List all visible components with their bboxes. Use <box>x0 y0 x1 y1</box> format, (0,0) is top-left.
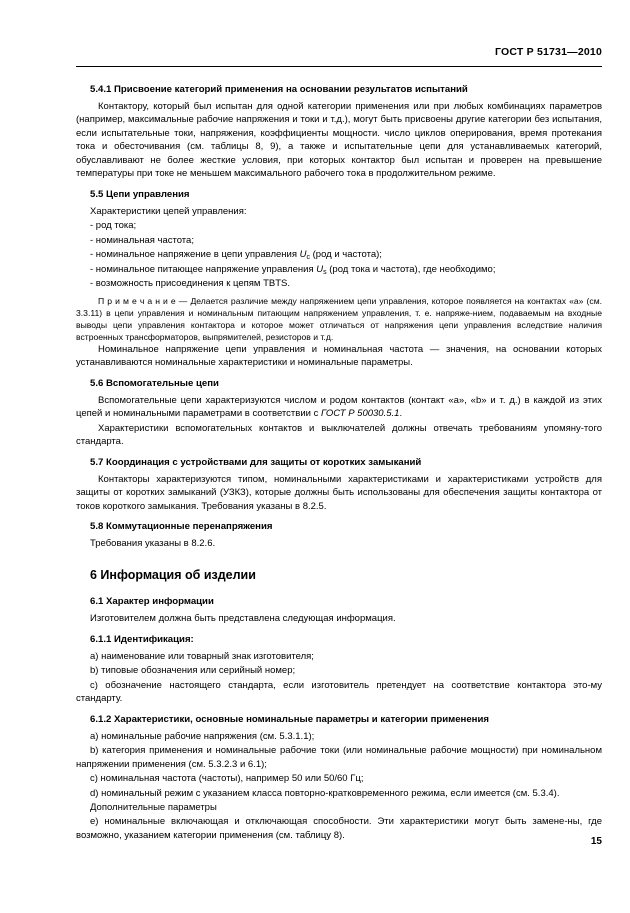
list-item: b) категория применения и номинальные рабочие токи (или номинальные рабочие мощности) при номинальном напряжении применения (см. 5.3.2.3 и 6.1); <box>76 745 602 770</box>
section-5-7 <box>76 457 602 513</box>
section-heading: 5.7 Координация с устройствами для защиты от коротких замыканий <box>90 456 422 468</box>
list-item: - номинальная частота; <box>90 234 194 246</box>
list-item: - возможность присоединения к цепям TBTS. <box>90 278 291 290</box>
paragraph: Дополнительные параметры <box>90 802 217 813</box>
list-item: d) номинальный режим с указанием класса повторно-кратковременного режима, если имеется (см. 5.3.4). <box>90 787 560 799</box>
section-6 <box>76 567 602 584</box>
list-item: c) номинальная частота (частоты), например 50 или 50/60 Гц; <box>90 773 364 785</box>
section-6-1 <box>76 596 602 625</box>
page-number: 15 <box>590 836 602 847</box>
header-divider <box>76 66 602 67</box>
section-5-4-1 <box>76 84 602 181</box>
paragraph: Характеристики цепей управления: <box>90 205 247 217</box>
paragraph: c) обозначение настоящего стандарта, если изготовитель претендует на соответствие контактора это-му стандарту. <box>76 679 602 705</box>
section-heading: 5.6 Вспомогательные цепи <box>90 377 219 389</box>
section-5-8 <box>76 521 602 550</box>
section-5-6 <box>76 378 602 449</box>
document-body <box>76 76 602 844</box>
paragraph: Контакторы характеризуются типом, номинальными характеристиками и характеристиками устройств для защиты от коротких замыканий (УЗКЗ), которые должны быть использованы для обеспечения защиты контактора от токов короткого замыкания. Требования указаны в 8.2.5. <box>76 473 602 512</box>
section-6-1-1 <box>76 634 602 706</box>
section-heading-major: 6 Информация об изделии <box>90 568 256 583</box>
list-item: - номинальное питающее напряжение управления $U_s$ (род тока и частота), где необходимо; <box>90 263 496 276</box>
section-heading: 5.8 Коммутационные перенапряжения <box>90 521 273 533</box>
section-heading: 5.5 Цепи управления <box>90 188 190 200</box>
section-6-1-2 <box>76 714 602 843</box>
section-heading: 6.1.1 Идентификация: <box>90 633 194 645</box>
section-5-5 <box>76 189 602 370</box>
section-heading: 6.1.2 Характеристики, основные номинальные параметры и категории применения <box>90 713 489 725</box>
paragraph: Номинальное напряжение цепи управления и номинальная частота — значения, на основании которых устанавливаются номинальные характеристики и номинальные параметры. <box>76 343 602 369</box>
page-header-standard-ref: ГОСТ Р 51731—2010 <box>494 46 602 58</box>
note: П р и м е ч а н и е — Делается различие между напряжением цепи управления, которое появляется на контактах «а» (см. 3.3.11) в цепи управления и номинальным питающим напряжением управления, т. е. напряже-нием, подаваемым на входные выводы цепи управления контактора и которое может отличаться от напряжения цепи управления вследствие наличия встроенных трансформаторов, выпрямителей, резисторов и т.д. <box>76 295 602 342</box>
list-item: - род тока; <box>90 220 137 232</box>
paragraph: Изготовителем должна быть представлена следующая информация. <box>90 613 396 625</box>
list-item: a) наименование или товарный знак изготовителя; <box>90 650 314 662</box>
paragraph: Характеристики вспомогательных контактов и выключателей должны отвечать требованиям упомяну-того стандарта. <box>76 422 602 448</box>
list-item: b) типовые обозначения или серийный номер; <box>90 665 296 677</box>
list-item: a) номинальные рабочие напряжения (см. 5.3.1.1); <box>90 730 315 742</box>
section-heading: 5.4.1 Присвоение категорий применения на основании результатов испытаний <box>90 84 468 95</box>
paragraph: Вспомогательные цепи характеризуются числом и родом контактов (контакт «а», «b» и т. д.) в каждой из этих цепей и номинальными параметрами в соответствии с ГОСТ Р 50030.5.1. <box>76 394 602 420</box>
paragraph: Контактору, который был испытан для одной категории применения или при любых комбинациях параметров (например, максимальные рабочие напряжения и токи и т.д.), могут быть присвоены другие категории без испытания, если испытательные токи, напряжения, коэффициенты мощности. число циклов оперирования, время протекания тока и обесточивания (см. таблицы 8, 9), а также и испытательные цепи для устанавливаемых категорий, обуславливают не более жесткие условия, при которых контактор был испытан и проверен на превышение температуры при токе не меньшем максимального рабочего тока в продолжительном режиме. <box>76 100 602 180</box>
section-heading: 6.1 Характер информации <box>90 596 214 608</box>
paragraph: Требования указаны в 8.2.6. <box>90 537 216 549</box>
list-item: e) номинальные включающая и отключающая способности. Эти характеристики могут быть замене-ны, где возможно, указанием категории применения (см. таблицу 8). <box>76 816 602 841</box>
list-item: - номинальное напряжение в цепи управления $U_c$ (род и частота); <box>90 249 382 262</box>
